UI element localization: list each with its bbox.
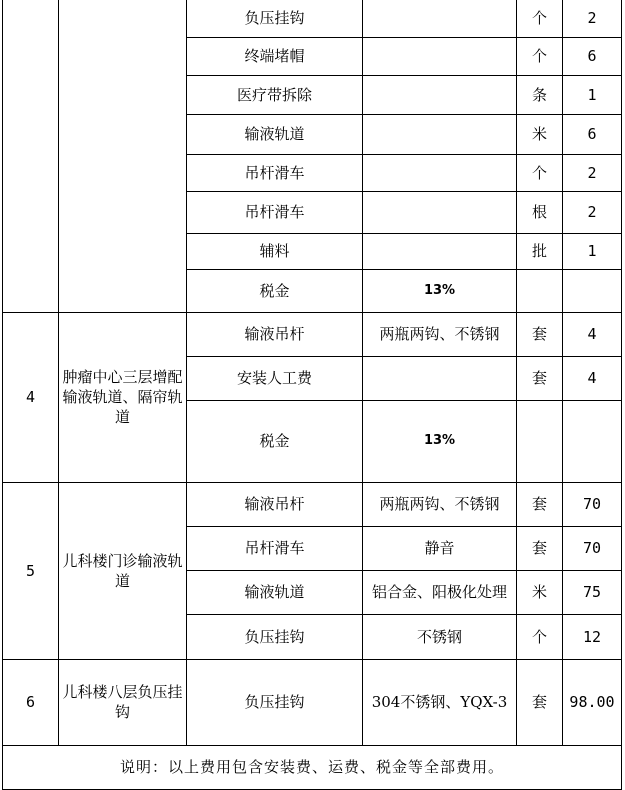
spec-cell: 13% — [363, 400, 517, 482]
qty-cell: 2 — [563, 154, 622, 191]
spec-cell — [363, 37, 517, 75]
table-row — [3, 482, 622, 526]
qty-cell: 98.00 — [563, 659, 622, 745]
seq-cell: 6 — [3, 659, 59, 745]
unit-cell: 米 — [517, 114, 563, 154]
unit-cell — [517, 269, 563, 312]
seq-cell: 5 — [3, 482, 59, 659]
item-cell: 负压挂钩 — [187, 0, 363, 37]
quotation-table — [2, 0, 622, 790]
spec-cell — [363, 114, 517, 154]
item-cell: 负压挂钩 — [187, 614, 363, 659]
qty-cell: 1 — [563, 233, 622, 269]
unit-cell: 条 — [517, 75, 563, 114]
spec-cell — [363, 356, 517, 400]
project-cell: 肿瘤中心三层增配输液轨道、隔帘轨道 — [59, 312, 187, 482]
item-cell: 医疗带拆除 — [187, 75, 363, 114]
unit-cell: 套 — [517, 659, 563, 745]
unit-cell: 套 — [517, 526, 563, 570]
unit-cell: 套 — [517, 312, 563, 356]
table-row — [3, 745, 622, 789]
item-cell: 输液轨道 — [187, 114, 363, 154]
note-text: 说明：以上费用包含安装费、运费、税金等全部费用。 — [3, 745, 622, 789]
item-cell: 输液吊杆 — [187, 482, 363, 526]
item-cell: 辅料 — [187, 233, 363, 269]
spec-cell — [363, 191, 517, 233]
seq-cell: 4 — [3, 312, 59, 482]
unit-cell — [517, 400, 563, 482]
item-cell: 终端堵帽 — [187, 37, 363, 75]
project-cell — [59, 0, 187, 312]
item-cell: 吊杆滑车 — [187, 154, 363, 191]
spec-cell — [363, 154, 517, 191]
table-row — [3, 659, 622, 745]
qty-cell: 70 — [563, 482, 622, 526]
unit-cell: 批 — [517, 233, 563, 269]
unit-cell: 套 — [517, 356, 563, 400]
qty-cell: 70 — [563, 526, 622, 570]
qty-cell: 2 — [563, 0, 622, 37]
unit-cell: 米 — [517, 570, 563, 614]
spec-cell: 13% — [363, 269, 517, 312]
spec-cell: 两瓶两钩、不锈钢 — [363, 482, 517, 526]
spec-cell: 不锈钢 — [363, 614, 517, 659]
item-cell: 吊杆滑车 — [187, 526, 363, 570]
spec-cell: 两瓶两钩、不锈钢 — [363, 312, 517, 356]
qty-cell: 4 — [563, 312, 622, 356]
qty-cell: 2 — [563, 191, 622, 233]
qty-cell — [563, 400, 622, 482]
qty-cell — [563, 269, 622, 312]
item-cell: 安装人工费 — [187, 356, 363, 400]
spec-cell: 铝合金、阳极化处理 — [363, 570, 517, 614]
spec-cell — [363, 0, 517, 37]
item-cell: 负压挂钩 — [187, 659, 363, 745]
item-cell: 输液吊杆 — [187, 312, 363, 356]
project-cell: 儿科楼八层负压挂钩 — [59, 659, 187, 745]
qty-cell: 6 — [563, 37, 622, 75]
unit-cell: 套 — [517, 482, 563, 526]
spec-cell — [363, 233, 517, 269]
item-cell: 税金 — [187, 269, 363, 312]
unit-cell: 个 — [517, 614, 563, 659]
table-row — [3, 312, 622, 356]
spec-cell: 静音 — [363, 526, 517, 570]
qty-cell: 4 — [563, 356, 622, 400]
qty-cell: 1 — [563, 75, 622, 114]
unit-cell: 个 — [517, 37, 563, 75]
qty-cell: 75 — [563, 570, 622, 614]
spec-cell — [363, 75, 517, 114]
table-row — [3, 0, 622, 37]
qty-cell: 6 — [563, 114, 622, 154]
item-cell: 吊杆滑车 — [187, 191, 363, 233]
unit-cell: 个 — [517, 0, 563, 37]
qty-cell: 12 — [563, 614, 622, 659]
item-cell: 输液轨道 — [187, 570, 363, 614]
project-cell: 儿科楼门诊输液轨道 — [59, 482, 187, 659]
unit-cell: 个 — [517, 154, 563, 191]
seq-cell — [3, 0, 59, 312]
spec-cell: 304不锈钢、YQX-3 — [363, 659, 517, 745]
unit-cell: 根 — [517, 191, 563, 233]
item-cell: 税金 — [187, 400, 363, 482]
